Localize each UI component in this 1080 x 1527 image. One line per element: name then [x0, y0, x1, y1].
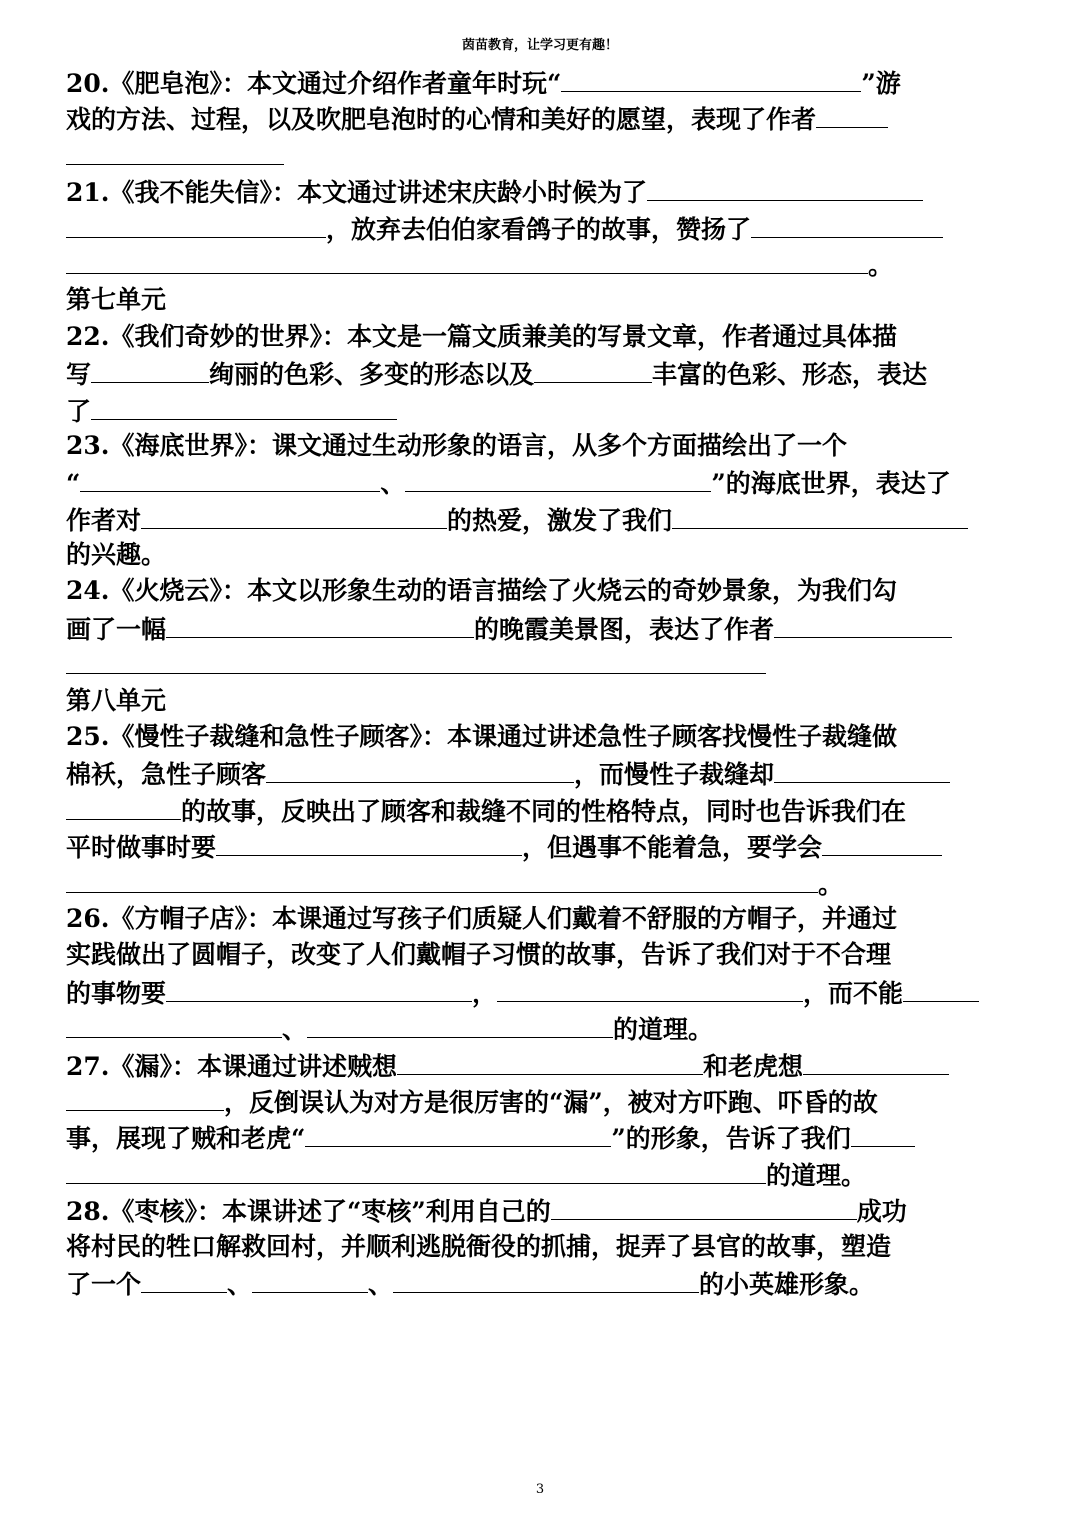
q25-text: 本课通过讲述急性子顾客找慢性子裁缝做 [447, 722, 898, 752]
q25-text: 的故事，反映出了顾客和裁缝不同的性格特点，同时也告诉我们在 [181, 796, 907, 826]
q26-blank-1[interactable] [166, 974, 472, 1002]
q22-text: 本文是一篇文质兼美的写景文章，作者通过具体描 [347, 321, 898, 351]
q20-line-2 [66, 100, 1016, 136]
q26-text: 的事物要 [66, 978, 167, 1008]
q25-text: 。 [818, 869, 844, 899]
q25-blank-5[interactable] [822, 828, 942, 856]
q20-blank-1[interactable] [561, 64, 861, 92]
q25-text: 棉袄，急性子顾客 [66, 760, 267, 790]
q21-blank-2[interactable] [66, 210, 326, 238]
q25-text: ，但遇事不能着急，要学会 [522, 833, 823, 863]
q25-line-1 [66, 719, 1016, 755]
q23-line-2 [66, 464, 1016, 500]
q22-line-3 [66, 392, 1016, 428]
q23-line-3 [66, 501, 1016, 537]
q25-blank-3[interactable] [66, 792, 181, 820]
q22-line-1 [66, 319, 1016, 355]
q27-blank-3[interactable] [66, 1083, 224, 1111]
q21-blank-4[interactable] [66, 246, 868, 274]
q28-blank-2[interactable] [141, 1265, 227, 1293]
q23-text: 、 [380, 469, 406, 499]
q21-text: 本文通过讲述宋庆龄小时候为了 [297, 178, 648, 208]
q27-text: ，反倒误认为对方是很厉害的“漏”，被对方吓跑、吓昏的故 [224, 1087, 878, 1117]
q26-text: ，而不能 [803, 978, 904, 1008]
q28-text: 成功 [856, 1197, 907, 1227]
q28-line-3 [66, 1265, 1016, 1301]
q25-blank-2[interactable] [774, 755, 950, 783]
q27-text: 的道理。 [766, 1160, 867, 1190]
q26-line-1 [66, 901, 1016, 937]
q22-title: 22.《我们奇妙的世界》： [66, 321, 347, 351]
q28-line-2 [66, 1229, 1016, 1265]
unit-7-heading: 第七单元 [66, 285, 167, 315]
q27-blank-4[interactable] [305, 1119, 611, 1147]
q23-text: 课文通过生动形象的语言，从多个方面描绘出了一个 [272, 430, 848, 460]
q22-blank-1[interactable] [91, 355, 209, 383]
q20-text: 本文通过介绍作者童年时玩“ [247, 69, 562, 98]
q21-line-1 [66, 173, 1016, 209]
q25-line-5 [66, 865, 1016, 901]
q24-text: 的晚霞美景图，表达了作者 [474, 614, 775, 644]
q23-line-4 [66, 537, 1016, 573]
q23-text: 的兴趣。 [66, 540, 167, 570]
q27-line-2 [66, 1083, 1016, 1119]
q21-line-3 [66, 246, 1016, 282]
q24-blank-3[interactable] [66, 646, 766, 674]
q26-title: 26.《方帽子店》： [66, 903, 272, 933]
q21-text: 。 [868, 250, 894, 280]
q25-title: 25.《慢性子裁缝和急性子顾客》： [66, 722, 447, 752]
q22-line-2 [66, 355, 1016, 391]
q26-text: 实践做出了圆帽子，改变了人们戴帽子习惯的故事，告诉了我们对于不合理 [66, 940, 892, 970]
q26-blank-5[interactable] [307, 1010, 613, 1038]
q21-text: ，放弃去伯伯家看鸽子的故事，赞扬了 [326, 214, 752, 244]
q26-line-3 [66, 974, 1016, 1010]
q23-text: “ [66, 469, 81, 499]
q28-blank-3[interactable] [252, 1265, 368, 1293]
q22-text: 了 [66, 396, 92, 426]
q21-blank-1[interactable] [647, 173, 923, 201]
q28-text: 将村民的牲口解救回村，并顺利逃脱衙役的抓捕，捉弄了县官的故事，塑造 [66, 1231, 892, 1261]
q22-blank-3[interactable] [91, 392, 397, 420]
q24-blank-1[interactable] [166, 610, 474, 638]
q27-text: 和老虎想 [703, 1051, 804, 1081]
q23-text: ”的海底世界，表达了 [711, 469, 951, 499]
unit-8-heading: 第八单元 [66, 685, 167, 715]
q26-text: 本课通过写孩子们质疑人们戴着不舒服的方帽子，并通过 [272, 903, 898, 933]
q27-text: ”的形象，告诉了我们 [611, 1124, 851, 1154]
q25-blank-6[interactable] [66, 865, 818, 893]
q23-text: 作者对 [66, 505, 142, 535]
q20-blank-3[interactable] [66, 137, 284, 165]
q20-blank-2[interactable] [816, 100, 888, 128]
q25-line-3 [66, 792, 1016, 828]
q28-text: 的小英雄形象。 [699, 1269, 875, 1299]
q23-title: 23.《海底世界》： [66, 430, 272, 460]
q24-line-1 [66, 573, 1016, 609]
q28-text: 本课讲述了“枣核”利用自己的 [222, 1197, 551, 1227]
q26-blank-3[interactable] [903, 974, 979, 1002]
q23-blank-2[interactable] [405, 464, 711, 492]
q25-blank-1[interactable] [266, 755, 574, 783]
q20-title: 20.《肥皂泡》： [66, 69, 247, 98]
q22-text: 丰富的色彩、形态，表达 [652, 360, 928, 390]
q28-line-1 [66, 1192, 1016, 1228]
q28-title: 28.《枣核》： [66, 1197, 222, 1227]
q25-line-4 [66, 828, 1016, 864]
q21-line-2 [66, 210, 1016, 246]
q22-text: 绚丽的色彩、多变的形态以及 [209, 360, 535, 390]
q22-text: 写 [66, 360, 92, 390]
q24-text: 画了一幅 [66, 614, 167, 644]
q20-text: 戏的方法、过程，以及吹肥皂泡时的心情和美好的愿望，表现了作者 [66, 105, 817, 135]
q25-text: ，而慢性子裁缝却 [574, 760, 775, 790]
q26-text: 、 [282, 1015, 308, 1045]
q25-blank-4[interactable] [216, 828, 522, 856]
q26-text: ， [472, 978, 498, 1008]
q28-text: 、 [227, 1269, 253, 1299]
q21-title: 21.《我不能失信》： [66, 178, 297, 208]
q23-blank-3[interactable] [141, 501, 447, 529]
q23-line-1 [66, 428, 1016, 464]
q27-line-1 [66, 1047, 1016, 1083]
q24-line-3 [66, 646, 1016, 682]
worksheet-content [66, 64, 1016, 1301]
q24-text: 本文以形象生动的语言描绘了火烧云的奇妙景象，为我们勾 [247, 576, 898, 606]
q27-line-3 [66, 1119, 1016, 1155]
q24-blank-2[interactable] [774, 610, 952, 638]
q23-text: 的热爱，激发了我们 [447, 505, 673, 535]
q28-blank-1[interactable] [551, 1192, 857, 1220]
q26-line-4 [66, 1010, 1016, 1046]
q28-text: 了一个 [66, 1269, 142, 1299]
q23-blank-4[interactable] [672, 501, 968, 529]
q24-title: 24.《火烧云》： [66, 576, 247, 606]
q27-blank-2[interactable] [803, 1047, 949, 1075]
q20-text: ”游 [861, 69, 901, 98]
q26-text: 的道理。 [613, 1015, 714, 1045]
q26-line-2 [66, 937, 1016, 973]
q27-blank-5[interactable] [851, 1119, 915, 1147]
q27-line-4 [66, 1156, 1016, 1192]
q28-blank-4[interactable] [393, 1265, 699, 1293]
q27-text: 本课通过讲述贼想 [197, 1051, 398, 1081]
q23-blank-1[interactable] [80, 464, 380, 492]
q26-blank-4[interactable] [66, 1010, 282, 1038]
q21-blank-3[interactable] [751, 210, 943, 238]
page-header: 茵苗教育，让学习更有趣！ [461, 38, 618, 53]
q28-text: 、 [368, 1269, 394, 1299]
q27-title: 27.《漏》： [66, 1051, 197, 1081]
q27-text: 事，展现了贼和老虎“ [66, 1124, 306, 1154]
q20-line-1 [66, 64, 1016, 100]
q27-blank-6[interactable] [66, 1156, 766, 1184]
page-number: 3 [535, 1482, 545, 1497]
q24-line-2 [66, 610, 1016, 646]
q20-line-3 [66, 137, 1016, 173]
q22-blank-2[interactable] [534, 355, 652, 383]
q27-blank-1[interactable] [397, 1047, 703, 1075]
q25-line-2 [66, 755, 1016, 791]
q26-blank-2[interactable] [497, 974, 803, 1002]
q25-text: 平时做事时要 [66, 833, 217, 863]
